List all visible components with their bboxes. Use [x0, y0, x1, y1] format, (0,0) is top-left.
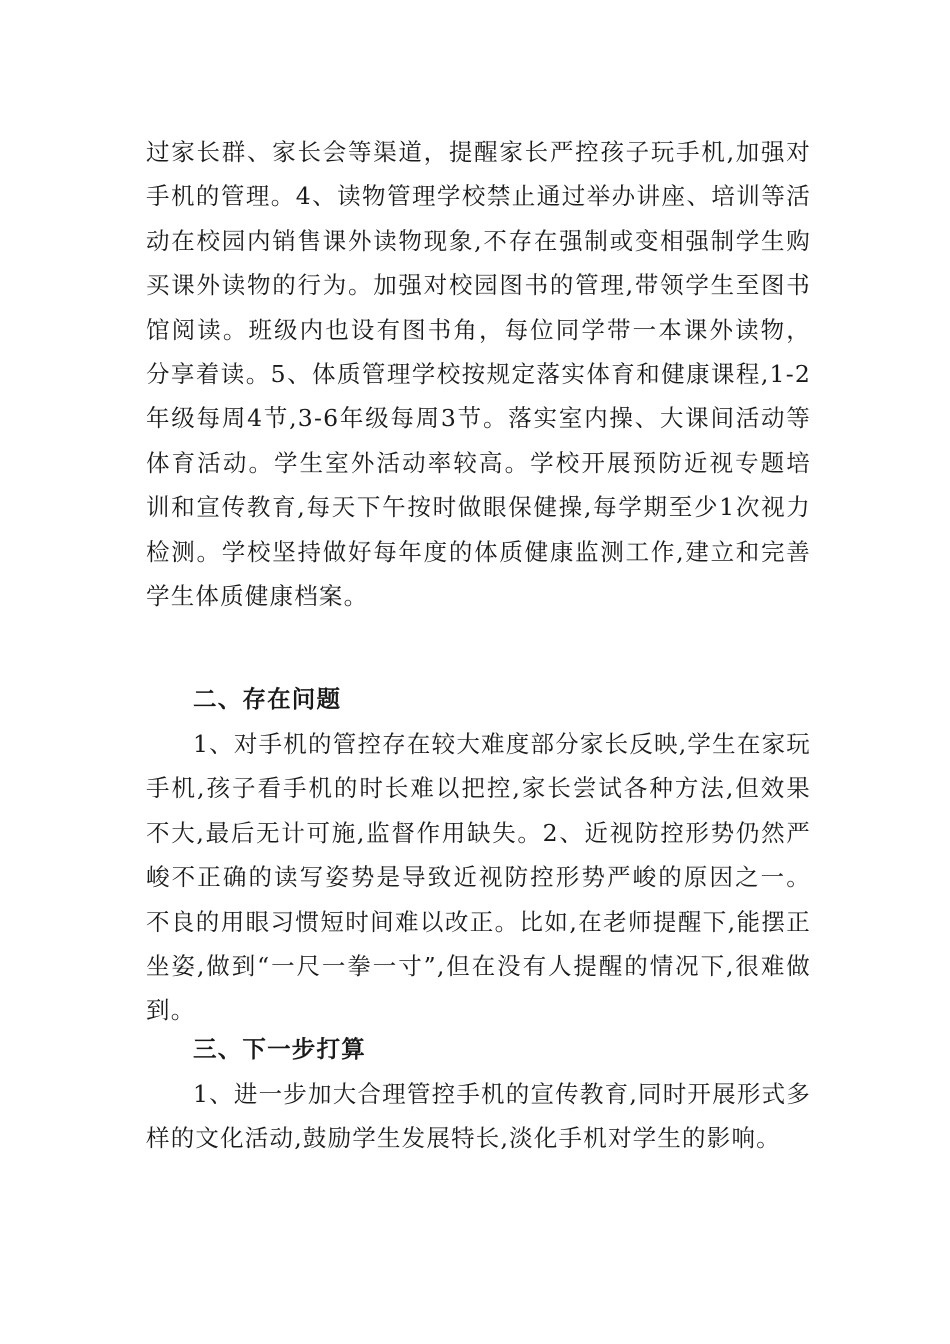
section-heading-problems: 二、存在问题 [193, 685, 342, 713]
paragraph-next-steps: 1、进一步加大合理管控手机的宣传教育,同时开展形式多样的文化活动,鼓励学生发展特长,淡化手机对学生的影响。 [146, 1080, 811, 1153]
paragraph-management-summary: 过家长群、家长会等渠道，提醒家长严控孩子玩手机,加强对手机的管理。4、读物管理学校禁止通过举办讲座、培训等活动在校园内销售课外读物现象,不存在强制或变相强制学生购买课外读物的行为。加强对校园图书的管理,带领学生至图书馆阅读。班级内也设有图书角，每位同学带一本课外读物，分享着读。5、体质管理学校按规定落实体育和健康课程,1-2年级每周4节,3-6年级每周3节。落实室内操、大课间活动等体育活动。学生室外活动率较高。学校开展预防近视专题培训和宣传教育,每天下午按时做眼保健操,每学期至少1次视力检测。学校坚持做好每年度的体质健康监测工作,建立和完善学生体质健康档案。 [146, 138, 811, 611]
section-heading-next-steps: 三、下一步打算 [193, 1035, 366, 1063]
paragraph-problems: 1、对手机的管控存在较大难度部分家长反映,学生在家玩手机,孩子看手机的时长难以把控,家长尝试各种方法,但效果不大,最后无计可施,监督作用缺失。2、近视防控形势仍然严峻不正确的读写姿势是导致近视防控形势严峻的原因之一。不良的用眼习惯短时间难以改正。比如,在老师提醒下,能摆正坐姿,做到“一尺一拳一寸”,但在没有人提醒的情况下,很难做到。 [146, 730, 811, 1025]
